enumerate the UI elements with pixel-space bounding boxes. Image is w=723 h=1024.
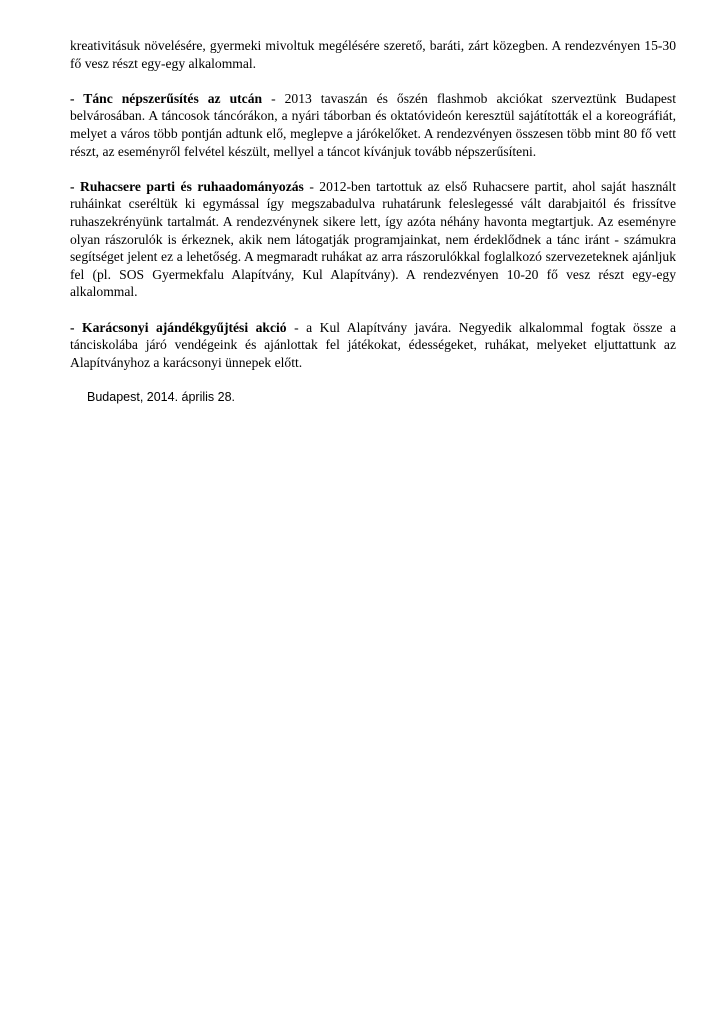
section-body: - 2012-ben tartottuk az első Ruhacsere partit, ahol saját használt ruháinkat cseréltük ki egymással így megszabadulva ruhatárunk feleslegessé vált darabjaitól és frissítve ruhaszekrényünk tartalmát. A rendezvénynek sikere lett, így azóta néhány havonta megtartjuk. Az eseményre olyan rászorulók is érkeznek, akik nem látogatják programjainkat, nem érdeklődnek a tánc iránt - számukra segítséget jelent ez a lehetőség. A megmaradt ruhákat az arra rászorulókkal foglalkozó szervezeteknek ajánljuk fel (pl. SOS Gyermekfalu Alapítvány, Kul Alapítvány). A rendezvényen 10-20 fő vesz részt egy-egy alkalommal.: [70, 178, 676, 300]
signoff-date-place: Budapest, 2014. április 28.: [87, 389, 236, 404]
document-page: [70, 37, 676, 406]
section-heading: - Karácsonyi ajándékgyűjtési akció: [70, 319, 287, 335]
section-dance-flashmob: [70, 90, 676, 160]
section-body: - a Kul Alapítvány javára. Negyedik alkalommal fogtak össze a tánciskolába járó vendégeink és ajánlottak fel játékokat, édességeket, ruhákat, melyeket eljuttattunk az Alapítványhoz a karácsonyi ünnepek előtt.: [70, 319, 676, 370]
section-heading: - Ruhacsere parti és ruhaadományozás: [70, 178, 304, 194]
section-heading: - Tánc népszerűsítés az utcán: [70, 90, 263, 106]
section-clothes-swap: [70, 178, 676, 301]
section-christmas-gifts: [70, 319, 676, 372]
intro-paragraph: kreativitásuk növelésére, gyermeki mivoltuk megélésére szerető, baráti, zárt közegben. A rendezvényen 15-30 fő vesz részt egy-egy alkalommal.: [70, 38, 676, 71]
section-body: - 2013 tavaszán és őszén flashmob akciókat szerveztünk Budapest belvárosában. A táncosok táncórákon, a nyári táborban és oktatóvideón keresztül sajátították el a koreográfiát, melyet a város több pontján adtunk elő, meglepve a járókelőket. A rendezvényen összesen több mint 80 fő vett részt, az eseményről felvétel készült, mellyel a táncot kívánjuk tovább népszerűsíteni.: [70, 90, 677, 159]
